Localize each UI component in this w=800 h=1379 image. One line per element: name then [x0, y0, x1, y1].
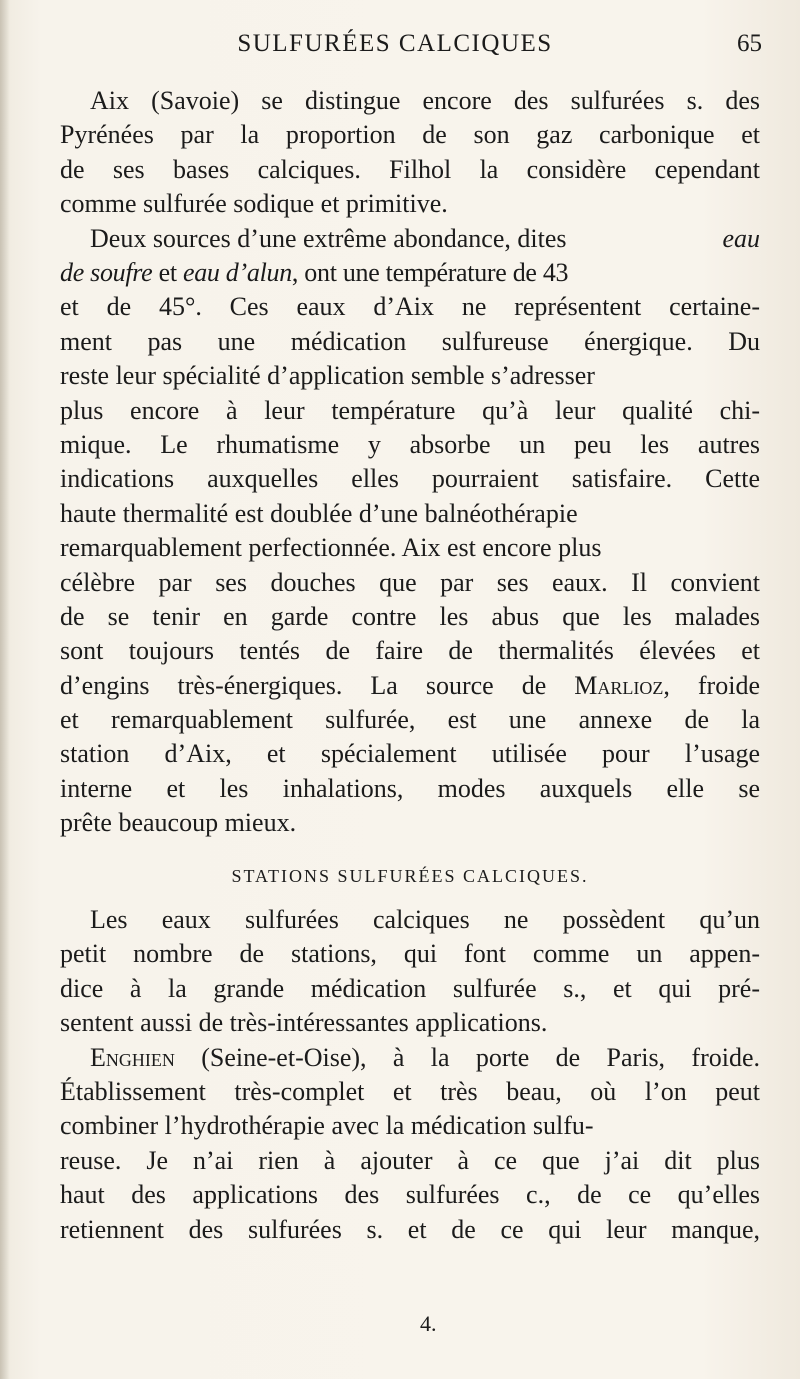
- paragraph-deux-sources: [60, 222, 760, 841]
- text-line: [60, 394, 760, 428]
- text-line: [60, 903, 760, 937]
- text-line: [60, 187, 760, 221]
- text-span: d’engins très-énergiques. La source de: [60, 670, 547, 700]
- text-line: [60, 153, 760, 187]
- text-line: [60, 1006, 760, 1040]
- text-span: Aix (Savoie) se distingue encore des sulfurées s. des: [90, 86, 760, 115]
- text-span: retiennent des sulfurées s. et de ce qui leur manque,: [60, 1214, 760, 1244]
- text-span: haut des applications des sulfurées c., de ce qu’elles: [60, 1180, 760, 1210]
- text-line: [60, 772, 760, 806]
- text-line: [60, 118, 760, 152]
- text-line: [60, 359, 760, 393]
- text-line: [60, 972, 760, 1006]
- text-line: [60, 1213, 760, 1247]
- text-line: [60, 256, 760, 290]
- text-span: indications auxquelles elles pourraient satisfaire. Cette: [60, 464, 760, 494]
- text-span: station d’Aix, et spécialement utilisée pour l’usage: [60, 739, 760, 769]
- paragraph-stations: [60, 903, 760, 1041]
- text-span: [60, 669, 760, 703]
- text-span: célèbre par ses douches que par ses eaux. Il convient: [60, 567, 760, 597]
- text-span: petit nombre de stations, qui font comme un appen-: [60, 939, 760, 969]
- text-span: [60, 256, 568, 290]
- text-span: interne et les inhalations, modes auxquels elle se: [60, 773, 760, 803]
- text-span: Établissement très-complet et très beau, où l’on peut: [60, 1076, 760, 1106]
- text-line: [60, 1075, 760, 1109]
- text-span: Deux sources d’une extrême abondance, dites: [90, 223, 567, 253]
- text-span: reuse. Je n’ai rien à ajouter à ce que j’ai dit plus: [60, 1145, 760, 1175]
- text-line: [60, 600, 760, 634]
- text-span: remarquablement perfectionnée. Aix est encore plus: [60, 533, 602, 563]
- text-line: [60, 290, 760, 324]
- text-line: [60, 325, 760, 359]
- text-span: reste leur spécialité d’application semble s’adresser: [60, 361, 595, 391]
- text-line: [60, 462, 760, 496]
- spine-shadow: [0, 0, 10, 1379]
- text-span: haute thermalité est doublée d’une balnéothérapie: [60, 498, 578, 528]
- text-line: [60, 937, 760, 971]
- running-head: SULFURÉES CALCIQUES: [237, 30, 553, 57]
- text-span: comme sulfurée sodique et primitive.: [60, 189, 448, 219]
- text-line: [60, 497, 760, 531]
- text-span: prête beaucoup mieux.: [60, 808, 297, 838]
- italic-term: eau d’alun: [182, 257, 292, 287]
- text-span: de ses bases calciques. Filhol la considère cependant: [60, 154, 760, 184]
- text-span: combiner l’hydrothérapie avec la médication sulfu-: [60, 1111, 594, 1141]
- paragraph-aix: [60, 84, 760, 222]
- paragraph-enghien: [60, 1041, 760, 1247]
- text-span: , froide: [663, 670, 760, 700]
- text-span: et: [158, 257, 177, 287]
- section-title: STATIONS SULFURÉES CALCIQUES.: [231, 866, 589, 886]
- italic-term: eau: [722, 223, 760, 253]
- text-line: [60, 703, 760, 737]
- text-span: , ont une température de 43: [291, 257, 569, 287]
- text-line: [60, 669, 760, 703]
- text-line: [60, 222, 760, 256]
- text-span: plus encore à leur température qu’à leur qualité chi-: [60, 395, 760, 425]
- text-line: [60, 1109, 760, 1143]
- text-line: [60, 1041, 760, 1075]
- text-span: Pyrénées par la proportion de son gaz carbonique et: [60, 120, 760, 150]
- text-span: dice à la grande médication sulfurée s., et qui pré-: [60, 973, 760, 1003]
- text-line: [60, 531, 760, 565]
- text-span: et de 45°. Ces eaux d’Aix ne représentent certaine-: [60, 292, 760, 322]
- text-span: [90, 1041, 760, 1075]
- text-span: Les eaux sulfurées calciques ne possèdent qu’un: [90, 905, 760, 934]
- text-span: (Seine-et-Oise), à la porte de Paris, froide.: [174, 1042, 760, 1072]
- text-line: [60, 1144, 760, 1178]
- text-line: [60, 737, 760, 771]
- text-line: [60, 634, 760, 668]
- italic-term: de soufre: [60, 257, 153, 287]
- text-span: sont toujours tentés de faire de thermalités élevées et: [60, 636, 760, 666]
- text-line: [60, 84, 760, 118]
- place-name-marlioz: Marlioz: [574, 670, 664, 700]
- text-line: [60, 428, 760, 462]
- text-span: de se tenir en garde contre les abus que les malades: [60, 601, 760, 631]
- text-line: [60, 566, 760, 600]
- text-line: [60, 1178, 760, 1212]
- text-span: et remarquablement sulfurée, est une annexe de la: [60, 705, 760, 735]
- place-name-enghien: Enghien: [90, 1042, 175, 1072]
- signature-mark: 4.: [420, 1311, 437, 1336]
- page-number: 65: [737, 30, 762, 57]
- text-span: ment pas une médication sulfureuse énergique. Du: [60, 326, 760, 356]
- text-line: [60, 806, 760, 840]
- text-span: sentent aussi de très-intéressantes applications.: [60, 1008, 548, 1038]
- text-span: mique. Le rhumatisme y absorbe un peu les autres: [60, 429, 760, 459]
